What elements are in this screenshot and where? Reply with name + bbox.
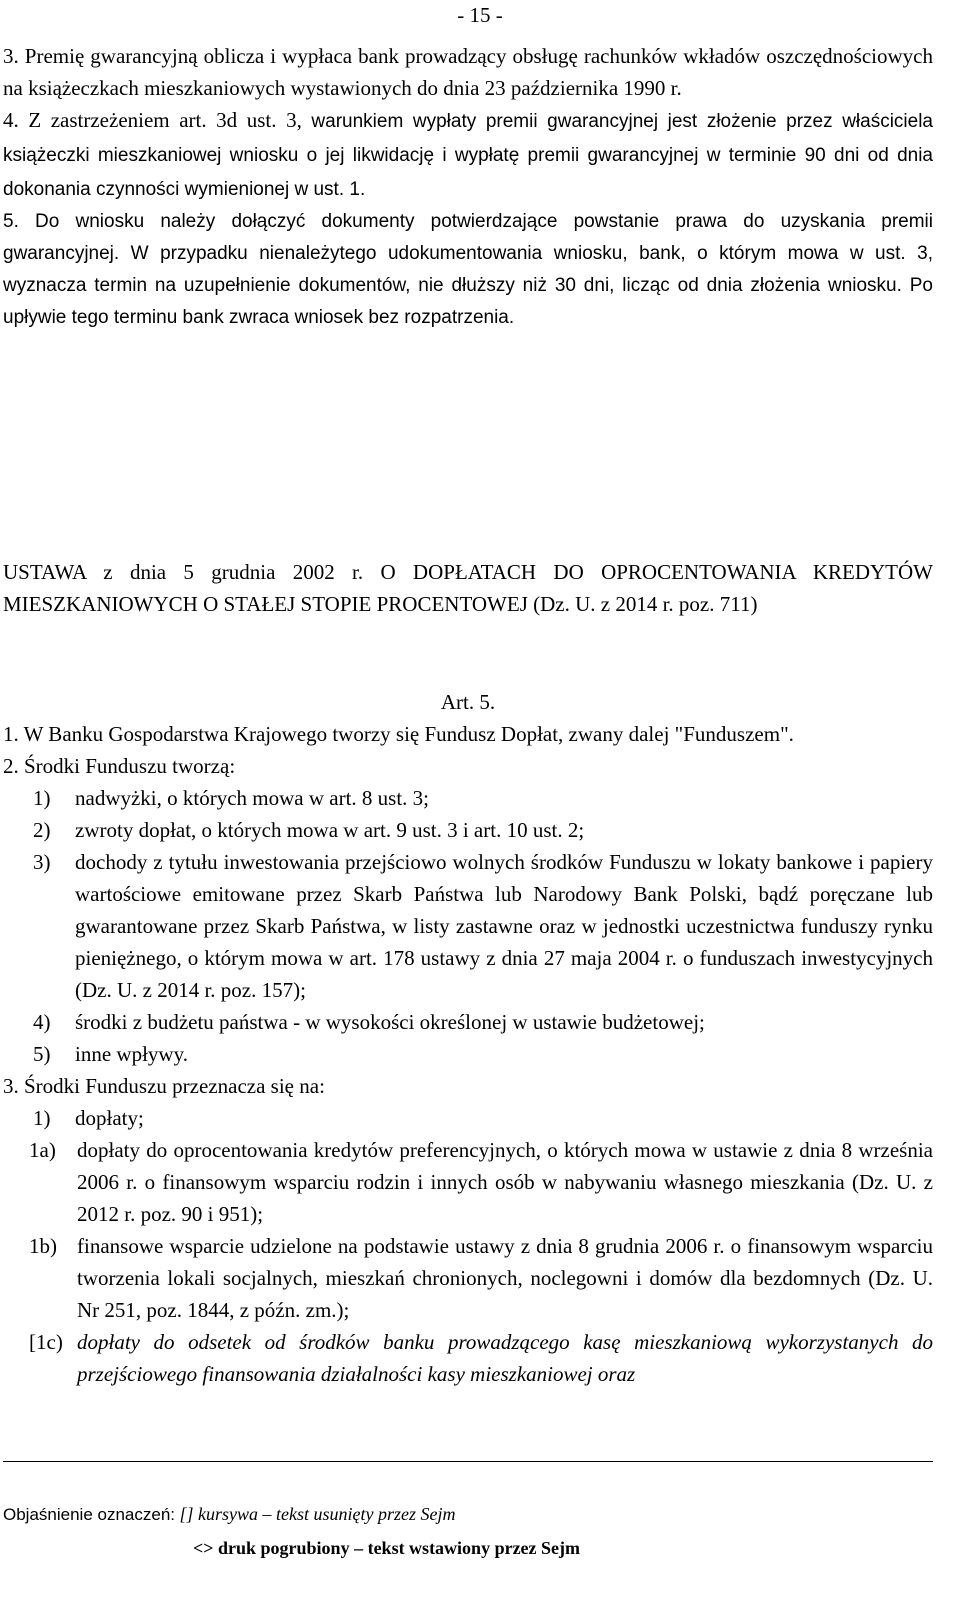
list-item-text: dopłaty;: [75, 1106, 144, 1130]
paragraph-4-rest: warunkiem wypłaty premii gwarancyjnej jest złożenie przez właściciela książeczki mieszkaniowej wniosku o jej likwidację i wypłatę premii gwarancyjnej w terminie 90 dni od dnia dokonania czynności wymienionej w ust. 1.: [3, 111, 933, 200]
article-paragraph-2: 2. Środki Funduszu tworzą:: [3, 754, 236, 778]
list-item-text: dochody z tytułu inwestowania przejściowo wolnych środków Funduszu w lokaty bankowe i papiery wartościowe emitowane przez Skarb Państwa lub Narodowy Bank Polski, bądź poręczane lub gwarantowane przez Skarb Państwa, w listy zastawne oraz w jednostki uczestnictwa funduszy rynku pieniężnego, o którym mowa w art. 178 ustawy z dnia 27 maja 2004 r. o funduszach inwestycyjnych (Dz. U. z 2014 r. poz. 157);: [75, 850, 933, 1002]
legend-italic: [] kursywa – tekst usunięty przez Sejm: [179, 1504, 456, 1524]
list-item-text: zwroty dopłat, o których mowa w art. 9 ust. 3 i art. 10 ust. 2;: [75, 818, 585, 842]
footer-legend: [3, 1504, 455, 1525]
list-item-number: 1a): [29, 1138, 56, 1162]
paragraph-5: 5. Do wniosku należy dołączyć dokumenty potwierdzające powstanie prawa do uzyskania premii gwarancyjnej. W przypadku nienależytego udokumentowania wniosku, bank, o którym mowa w ust. 3, wyznacza termin na uzupełnienie dokumentów, nie dłuższy niż 30 dni, licząc od dnia złożenia wniosku. Po upływie tego terminu bank zwraca wniosek bez rozpatrzenia.: [3, 211, 933, 328]
list-item-number: 1): [33, 786, 51, 810]
list-item-text: środki z budżetu państwa - w wysokości określonej w ustawie budżetowej;: [75, 1010, 705, 1034]
list-item: [3, 1102, 933, 1134]
list-item-number: 3): [33, 850, 51, 874]
list-item-number: [1c): [29, 1330, 63, 1354]
list-item: [3, 1038, 933, 1070]
paragraph-3: 3. Premię gwarancyjną oblicza i wypłaca bank prowadzący obsługę rachunków wkładów oszczędnościowych na książeczkach mieszkaniowych wystawionych do dnia 23 października 1990 r.: [3, 44, 933, 100]
list-item-text: finansowe wsparcie udzielone na podstawie ustawy z dnia 8 grudnia 2006 r. o finansowym wsparciu tworzenia lokali socjalnych, mieszkań chronionych, noclegowni i domów dla bezdomnych (Dz. U. Nr 251, poz. 1844, z późn. zm.);: [77, 1234, 933, 1322]
list-item-number: 1): [33, 1106, 51, 1130]
page-number: - 15 -: [457, 3, 503, 27]
list-item-text: nadwyżki, o których mowa w art. 8 ust. 3;: [75, 786, 430, 810]
list-item-text: dopłaty do oprocentowania kredytów preferencyjnych, o których mowa w ustawie z dnia 8 września 2006 r. o finansowym wsparciu rodzin i innych osób w nabywaniu własnego mieszkania (Dz. U. z 2012 r. poz. 90 i 951);: [77, 1138, 933, 1226]
article-heading: Art. 5.: [440, 690, 496, 714]
act-title: USTAWA z dnia 5 grudnia 2002 r. O DOPŁATACH DO OPROCENTOWANIA KREDYTÓW MIESZKANIOWYCH O STAŁEJ STOPIE PROCENTOWEJ (Dz. U. z 2014 r. poz. 711): [3, 560, 933, 616]
article-paragraph-3: 3. Środki Funduszu przeznacza się na:: [3, 1074, 325, 1098]
list-item-number: 4): [33, 1010, 51, 1034]
list-item-text: inne wpływy.: [75, 1042, 188, 1066]
list-item: [3, 1230, 933, 1326]
act-section: [3, 556, 933, 620]
footer-divider: [3, 1461, 933, 1462]
list-item-text-deleted: dopłaty do odsetek od środków banku prowadzącego kasę mieszkaniową wykorzystanych do przejściowego finansowania działalności kasy mieszkaniowej oraz: [77, 1330, 933, 1386]
article-5: [3, 686, 933, 1390]
paragraph-4-start: 4. Z zastrzeżeniem art. 3d ust. 3,: [3, 108, 312, 132]
list-item: [3, 1134, 933, 1230]
list-item-number: 2): [33, 818, 51, 842]
paragraph-4: [3, 104, 933, 206]
article-paragraph-1: 1. W Banku Gospodarstwa Krajowego tworzy się Fundusz Dopłat, zwany dalej "Funduszem".: [3, 722, 794, 746]
list-item: [3, 1006, 933, 1038]
list-item: [3, 846, 933, 1006]
list-item-number: 5): [33, 1042, 51, 1066]
legend-bold: <> druk pogrubiony – tekst wstawiony przez Sejm: [193, 1538, 581, 1558]
list-item-number: 1b): [29, 1234, 57, 1258]
list-item: [3, 1326, 933, 1390]
list-item: [3, 782, 933, 814]
list-item: [3, 814, 933, 846]
legend-label: Objaśnienie oznaczeń:: [3, 1505, 176, 1524]
section-premia: [3, 40, 933, 334]
